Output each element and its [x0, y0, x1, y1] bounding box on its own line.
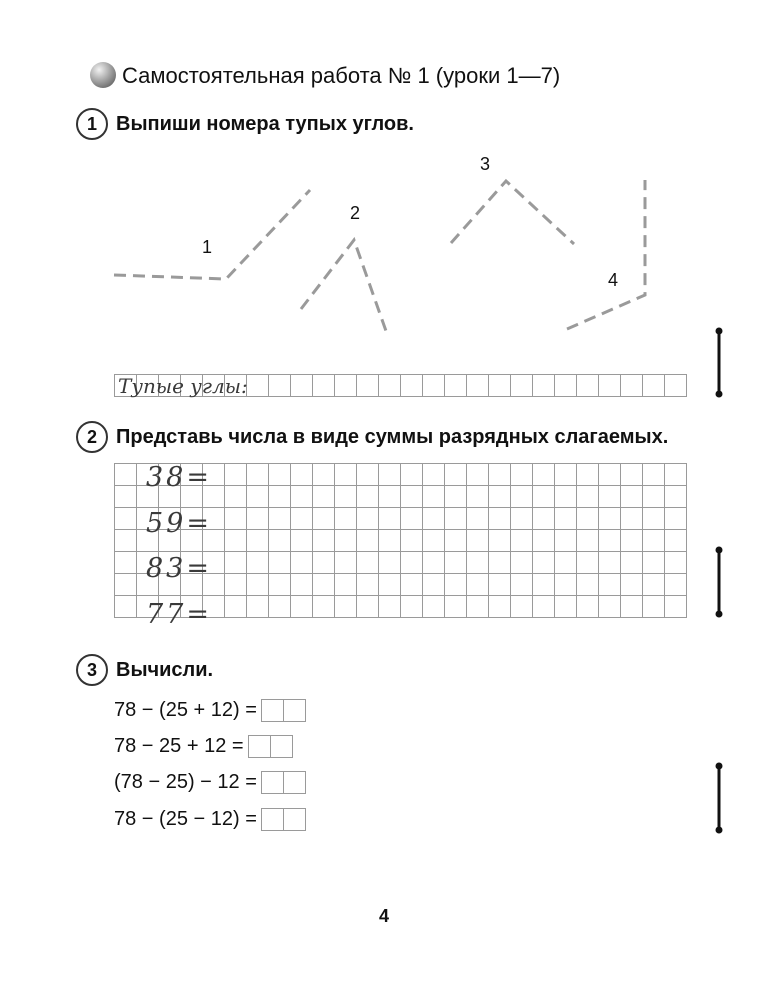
- grid-cell[interactable]: [444, 507, 467, 530]
- sum-item-38: 38=: [146, 462, 212, 493]
- grid-cell[interactable]: [466, 507, 489, 530]
- grid-cell[interactable]: [114, 485, 137, 508]
- grid-cell[interactable]: [356, 595, 379, 618]
- angle-1-lines: [114, 190, 310, 279]
- grid-cell[interactable]: [290, 507, 313, 530]
- grid-cell[interactable]: [334, 374, 357, 397]
- grid-cell[interactable]: [598, 374, 621, 397]
- grid-cell[interactable]: [532, 529, 555, 552]
- grid-cell[interactable]: [268, 551, 291, 574]
- grid-cell[interactable]: [378, 374, 401, 397]
- grid-cell[interactable]: [114, 573, 137, 596]
- grid-cell[interactable]: [664, 374, 687, 397]
- expression-row-4: [114, 806, 306, 832]
- grid-cell[interactable]: [444, 485, 467, 508]
- grid-cell[interactable]: [488, 374, 511, 397]
- grid-cell[interactable]: [466, 529, 489, 552]
- expression-text: 78 − (25 − 12) =: [114, 808, 257, 830]
- grid-cell[interactable]: [510, 485, 533, 508]
- angles-drawing: [0, 0, 768, 360]
- angle-3-label: 3: [480, 154, 491, 174]
- grid-cell[interactable]: [334, 573, 357, 596]
- grid-cell[interactable]: [642, 463, 665, 486]
- answer-cells[interactable]: [248, 735, 293, 758]
- grid-cell[interactable]: [290, 529, 313, 552]
- grid-cell[interactable]: [422, 595, 445, 618]
- grid-cell[interactable]: [268, 374, 291, 397]
- grid-cell[interactable]: [224, 485, 247, 508]
- grid-cell[interactable]: [114, 463, 137, 486]
- grid-cell[interactable]: [466, 374, 489, 397]
- grid-cell[interactable]: [312, 551, 335, 574]
- grid-cell[interactable]: [268, 573, 291, 596]
- grid-cell[interactable]: [664, 573, 687, 596]
- expression-row-2: [114, 733, 293, 759]
- grid-cell[interactable]: [268, 485, 291, 508]
- grid-cell[interactable]: [400, 374, 423, 397]
- grid-cell[interactable]: [444, 529, 467, 552]
- grid-cell[interactable]: [554, 551, 577, 574]
- expression-text: 78 − (25 + 12) =: [114, 699, 257, 721]
- grid-cell[interactable]: [510, 463, 533, 486]
- grid-cell[interactable]: [356, 463, 379, 486]
- task-3-title: Вычисли.: [116, 659, 214, 681]
- sum-item-59: 59=: [146, 508, 212, 539]
- grid-cell[interactable]: [114, 529, 137, 552]
- grid-cell[interactable]: [400, 529, 423, 552]
- grid-cell[interactable]: [400, 463, 423, 486]
- grid-cell[interactable]: [334, 551, 357, 574]
- grid-cell[interactable]: [642, 551, 665, 574]
- grid-cell[interactable]: [334, 529, 357, 552]
- grid-cell[interactable]: [334, 485, 357, 508]
- grid-cell[interactable]: [576, 507, 599, 530]
- grid-cell[interactable]: [224, 529, 247, 552]
- grid-cell[interactable]: [356, 529, 379, 552]
- grid-cell[interactable]: [598, 529, 621, 552]
- grid-cell[interactable]: [576, 374, 599, 397]
- grid-cell[interactable]: [620, 463, 643, 486]
- angle-4-lines: [567, 180, 645, 329]
- grid-cell[interactable]: [532, 485, 555, 508]
- angle-2-lines: [301, 240, 386, 331]
- grid-cell[interactable]: [554, 573, 577, 596]
- grid-cell[interactable]: [422, 551, 445, 574]
- expression-row-3: [114, 769, 306, 795]
- grid-cell[interactable]: [268, 529, 291, 552]
- grid-cell[interactable]: [620, 529, 643, 552]
- grid-cell[interactable]: [268, 463, 291, 486]
- grid-cell[interactable]: [444, 573, 467, 596]
- angle-4-label: 4: [608, 270, 619, 290]
- grid-cell[interactable]: [444, 374, 467, 397]
- grid-cell[interactable]: [334, 595, 357, 618]
- grid-cell[interactable]: [312, 573, 335, 596]
- grid-cell[interactable]: [576, 595, 599, 618]
- margin-marker-3: [712, 760, 728, 836]
- grid-cell[interactable]: [290, 573, 313, 596]
- grid-cell[interactable]: [620, 595, 643, 618]
- grid-cell[interactable]: [598, 507, 621, 530]
- grid-cell[interactable]: [532, 463, 555, 486]
- grid-cell[interactable]: [664, 485, 687, 508]
- grid-cell[interactable]: [422, 529, 445, 552]
- grid-cell[interactable]: [642, 595, 665, 618]
- grid-cell[interactable]: [554, 463, 577, 486]
- answer-label: Тупые углы:: [118, 374, 248, 398]
- grid-cell[interactable]: [114, 507, 137, 530]
- grid-cell[interactable]: [642, 507, 665, 530]
- grid-cell[interactable]: [378, 463, 401, 486]
- grid-cell[interactable]: [466, 463, 489, 486]
- answer-cells[interactable]: [261, 771, 306, 794]
- grid-cell[interactable]: [510, 551, 533, 574]
- grid-cell[interactable]: [598, 463, 621, 486]
- grid-cell[interactable]: [466, 595, 489, 618]
- grid-cell[interactable]: [664, 595, 687, 618]
- grid-cell[interactable]: [356, 485, 379, 508]
- angle-2-label: 2: [350, 203, 361, 223]
- grid-cell[interactable]: [246, 551, 269, 574]
- grid-cell[interactable]: [664, 551, 687, 574]
- grid-cell[interactable]: [576, 573, 599, 596]
- grid-cell[interactable]: [598, 485, 621, 508]
- page-title: Самостоятельная работа № 1 (уроки 1—7): [122, 63, 561, 88]
- grid-cell[interactable]: [378, 485, 401, 508]
- grid-cell[interactable]: [114, 551, 137, 574]
- grid-cell[interactable]: [488, 485, 511, 508]
- task-1-number: 1: [76, 108, 108, 140]
- grid-cell[interactable]: [466, 573, 489, 596]
- expression-text: 78 − 25 + 12 =: [114, 735, 244, 757]
- grid-cell[interactable]: [312, 463, 335, 486]
- grid-cell[interactable]: [356, 573, 379, 596]
- sum-item-83: 83=: [146, 553, 212, 584]
- task-3-number: 3: [76, 654, 108, 686]
- grid-cell[interactable]: [422, 463, 445, 486]
- grid-cell[interactable]: [642, 529, 665, 552]
- sum-item-77: 77=: [146, 599, 212, 630]
- grid-cell[interactable]: [400, 551, 423, 574]
- grid-cell[interactable]: [356, 507, 379, 530]
- grid-cell[interactable]: [224, 573, 247, 596]
- grid-cell[interactable]: [620, 507, 643, 530]
- grid-cell[interactable]: [620, 374, 643, 397]
- grid-cell[interactable]: [378, 507, 401, 530]
- grid-cell[interactable]: [488, 551, 511, 574]
- grid-cell[interactable]: [620, 485, 643, 508]
- angle-3-lines: [451, 181, 574, 244]
- grid-cell[interactable]: [224, 507, 247, 530]
- grid-cell[interactable]: [356, 374, 379, 397]
- grid-cell[interactable]: [444, 463, 467, 486]
- grid-cell[interactable]: [246, 485, 269, 508]
- grid-cell[interactable]: [422, 485, 445, 508]
- grid-cell[interactable]: [400, 573, 423, 596]
- grid-cell[interactable]: [510, 573, 533, 596]
- grid-cell[interactable]: [554, 485, 577, 508]
- grid-cell[interactable]: [378, 551, 401, 574]
- grid-cell[interactable]: [554, 529, 577, 552]
- grid-cell[interactable]: [400, 485, 423, 508]
- grid-cell[interactable]: [422, 374, 445, 397]
- page-number: 4: [378, 906, 389, 926]
- grid-cell[interactable]: [312, 485, 335, 508]
- expression-text: (78 − 25) − 12 =: [114, 771, 257, 793]
- grid-cell[interactable]: [422, 573, 445, 596]
- grid-cell[interactable]: [246, 374, 269, 397]
- grid-cell[interactable]: [224, 551, 247, 574]
- grid-cell[interactable]: [664, 529, 687, 552]
- angle-1-label: 1: [202, 237, 213, 257]
- grid-cell[interactable]: [488, 573, 511, 596]
- grid-cell[interactable]: [664, 463, 687, 486]
- grid-cell[interactable]: [642, 485, 665, 508]
- grid-cell[interactable]: [312, 595, 335, 618]
- grid-cell[interactable]: [246, 595, 269, 618]
- grid-cell[interactable]: [488, 463, 511, 486]
- grid-cell[interactable]: [488, 507, 511, 530]
- margin-marker-1: [712, 325, 728, 400]
- grid-cell[interactable]: [246, 463, 269, 486]
- grid-cell[interactable]: [510, 529, 533, 552]
- grid-cell[interactable]: [598, 573, 621, 596]
- grid-cell[interactable]: [444, 595, 467, 618]
- grid-cell[interactable]: [290, 595, 313, 618]
- grid-cell[interactable]: [554, 507, 577, 530]
- grid-cell[interactable]: [290, 463, 313, 486]
- grid-cell[interactable]: [444, 551, 467, 574]
- grid-cell[interactable]: [224, 463, 247, 486]
- grid-cell[interactable]: [620, 573, 643, 596]
- grid-cell[interactable]: [114, 595, 137, 618]
- grid-cell[interactable]: [532, 507, 555, 530]
- grid-cell[interactable]: [312, 529, 335, 552]
- grid-cell[interactable]: [576, 551, 599, 574]
- grid-cell[interactable]: [510, 595, 533, 618]
- grid-cell[interactable]: [246, 529, 269, 552]
- grid-cell[interactable]: [312, 507, 335, 530]
- grid-cell[interactable]: [488, 529, 511, 552]
- grid-cell[interactable]: [400, 595, 423, 618]
- grid-cell[interactable]: [268, 507, 291, 530]
- grid-cell[interactable]: [400, 507, 423, 530]
- grid-cell[interactable]: [598, 551, 621, 574]
- grid-cell[interactable]: [224, 595, 247, 618]
- grid-cell[interactable]: [378, 595, 401, 618]
- grid-cell[interactable]: [642, 374, 665, 397]
- grid-cell[interactable]: [620, 551, 643, 574]
- grid-cell[interactable]: [422, 507, 445, 530]
- grid-cell[interactable]: [356, 551, 379, 574]
- grid-cell[interactable]: [378, 529, 401, 552]
- task-2-title: Представь числа в виде суммы разрядных слагаемых.: [116, 426, 669, 448]
- grid-cell[interactable]: [532, 595, 555, 618]
- grid-cell[interactable]: [488, 595, 511, 618]
- answer-cells[interactable]: [261, 699, 306, 722]
- grid-cell[interactable]: [510, 507, 533, 530]
- grid-cell[interactable]: [290, 485, 313, 508]
- grid-cell[interactable]: [642, 573, 665, 596]
- grid-cell[interactable]: [664, 507, 687, 530]
- grid-cell[interactable]: [510, 374, 533, 397]
- task-1-title: Выпиши номера тупых углов.: [116, 113, 414, 135]
- grid-cell[interactable]: [466, 485, 489, 508]
- grid-cell[interactable]: [532, 551, 555, 574]
- grid-cell[interactable]: [532, 374, 555, 397]
- margin-marker-2: [712, 544, 728, 620]
- grid-cell[interactable]: [334, 463, 357, 486]
- grid-cell[interactable]: [290, 551, 313, 574]
- grid-cell[interactable]: [246, 507, 269, 530]
- grid-cell[interactable]: [576, 529, 599, 552]
- grid-cell[interactable]: [576, 463, 599, 486]
- grid-cell[interactable]: [246, 573, 269, 596]
- task-2-number: 2: [76, 421, 108, 453]
- grid-cell[interactable]: [598, 595, 621, 618]
- grid-cell[interactable]: [290, 374, 313, 397]
- grid-cell[interactable]: [576, 485, 599, 508]
- grid-cell[interactable]: [554, 374, 577, 397]
- answer-cells[interactable]: [261, 808, 306, 831]
- grid-cell[interactable]: [466, 551, 489, 574]
- grid-cell[interactable]: [312, 374, 335, 397]
- expression-row-1: [114, 697, 306, 723]
- grid-cell[interactable]: [532, 573, 555, 596]
- grid-cell[interactable]: [268, 595, 291, 618]
- grid-cell[interactable]: [378, 573, 401, 596]
- grid-cell[interactable]: [554, 595, 577, 618]
- grid-cell[interactable]: [334, 507, 357, 530]
